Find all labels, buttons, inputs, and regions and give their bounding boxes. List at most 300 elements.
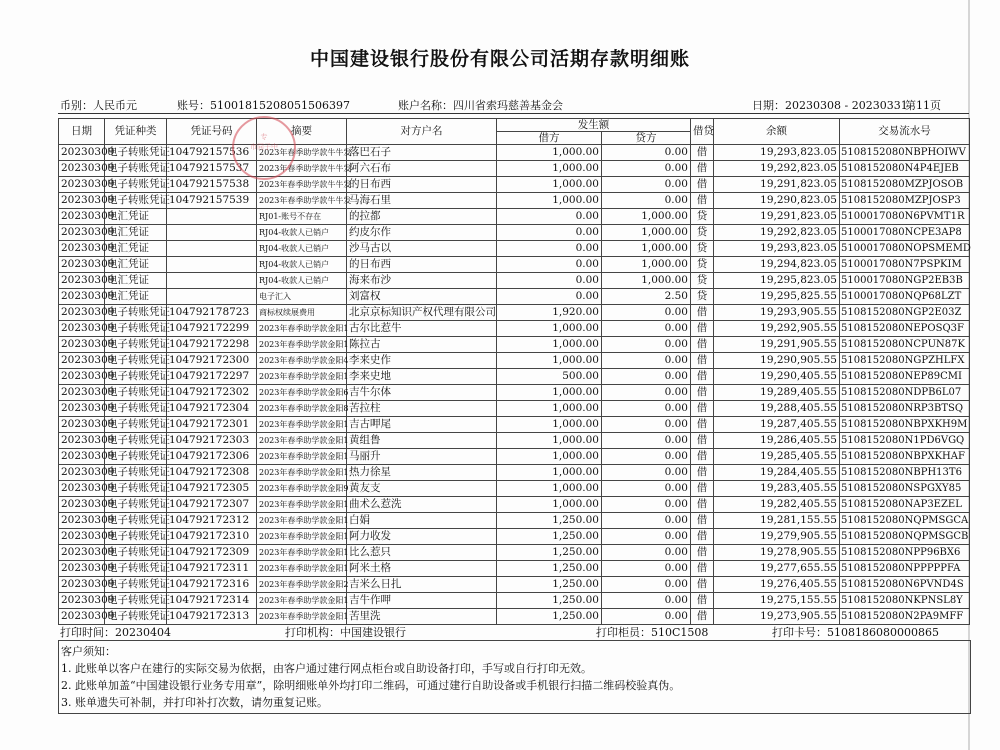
cell-dc: 借 <box>691 161 714 177</box>
cell-debit: 1,250.00 <box>497 513 602 529</box>
col-credit: 贷方 <box>602 132 691 145</box>
stamp-text-2: 市同子中 <box>250 143 278 151</box>
account-name-value: 四川省索玛慈善基金会 <box>453 99 563 112</box>
cell-date: 20230309 <box>59 257 105 273</box>
cell-memo: 2023年春季助学款金阳9 <box>257 481 347 497</box>
cell-voucher-no: 104792172304 <box>167 401 257 417</box>
cell-balance: 19,275,155.55 <box>714 593 840 609</box>
cell-flow-no: 5108152080NRP3BTSQ <box>840 401 970 417</box>
cell-voucher-type: 电子转账凭证 <box>105 593 167 609</box>
table-row <box>59 209 970 225</box>
cell-flow-no: 5100017080NCPE3AP8 <box>840 225 970 241</box>
cell-credit: 0.00 <box>602 593 691 609</box>
cell-flow-no: 5100017080NGP2EB3B <box>840 273 970 289</box>
cell-counterparty: 海来布沙 <box>347 273 497 289</box>
cell-debit: 1,000.00 <box>497 353 602 369</box>
cell-voucher-type: 电子转账凭证 <box>105 497 167 513</box>
cell-balance: 19,277,655.55 <box>714 561 840 577</box>
cell-memo: 2023年春季助学款金阳1 <box>257 593 347 609</box>
table-row <box>59 417 970 433</box>
cell-memo: RJ04-收款人已销户 <box>257 241 347 257</box>
cell-balance: 19,295,825.55 <box>714 289 840 305</box>
cell-balance: 19,279,905.55 <box>714 529 840 545</box>
cell-counterparty: 古尔比惹牛 <box>347 321 497 337</box>
cell-dc: 借 <box>691 577 714 593</box>
cell-voucher-no: 104792172314 <box>167 593 257 609</box>
cell-credit: 0.00 <box>602 193 691 209</box>
cell-counterparty: 马丽升 <box>347 449 497 465</box>
cell-flow-no: 5100017080N6PVMT1R <box>840 209 970 225</box>
cell-date: 20230309 <box>59 225 105 241</box>
cell-voucher-no <box>167 209 257 225</box>
col-counterparty: 对方户名 <box>347 119 497 145</box>
cell-dc: 贷 <box>691 209 714 225</box>
cell-dc: 借 <box>691 401 714 417</box>
currency-info <box>60 97 137 113</box>
header-separator <box>58 113 969 114</box>
cell-balance: 19,273,905.55 <box>714 609 840 625</box>
cell-voucher-no <box>167 257 257 273</box>
cell-date: 20230309 <box>59 177 105 193</box>
cell-credit: 0.00 <box>602 337 691 353</box>
cell-voucher-no: 104792157536 <box>167 145 257 161</box>
cell-balance: 19,289,405.55 <box>714 385 840 401</box>
cell-dc: 贷 <box>691 273 714 289</box>
cell-counterparty: 李来史地 <box>347 369 497 385</box>
transaction-table <box>58 118 970 625</box>
cell-credit: 0.00 <box>602 481 691 497</box>
cell-debit: 1,250.00 <box>497 545 602 561</box>
cell-flow-no: 5108152080NBPXKHAF <box>840 449 970 465</box>
cell-balance: 19,278,905.55 <box>714 545 840 561</box>
cell-memo: RJ04-收款人已销户 <box>257 273 347 289</box>
cell-voucher-type: 电子转账凭证 <box>105 337 167 353</box>
cell-date: 20230309 <box>59 465 105 481</box>
cell-date: 20230309 <box>59 401 105 417</box>
cell-debit: 0.00 <box>497 241 602 257</box>
date-range-label: 日期： <box>752 99 785 112</box>
cell-counterparty: 阿力收发 <box>347 529 497 545</box>
cell-memo: 2023年春季助学款金阳6 <box>257 385 347 401</box>
cell-voucher-no: 104792172312 <box>167 513 257 529</box>
cell-dc: 借 <box>691 177 714 193</box>
cell-flow-no: 5108152080NPP96BX6 <box>840 545 970 561</box>
cell-debit: 0.00 <box>497 225 602 241</box>
cell-date: 20230309 <box>59 593 105 609</box>
cell-flow-no: 5108152080NCPUN87K <box>840 337 970 353</box>
stamp-text-1: 专 <box>260 133 268 141</box>
cell-voucher-type: 电子转账凭证 <box>105 145 167 161</box>
cell-credit: 0.00 <box>602 369 691 385</box>
cell-voucher-type: 电子转账凭证 <box>105 401 167 417</box>
cell-credit: 1,000.00 <box>602 225 691 241</box>
cell-flow-no: 5108152080NQPMSGCB <box>840 529 970 545</box>
cell-voucher-type: 电子转账凭证 <box>105 513 167 529</box>
cell-memo: 2023年春季助学款金阳1 <box>257 561 347 577</box>
table-row <box>59 337 970 353</box>
cell-credit: 0.00 <box>602 305 691 321</box>
cell-date: 20230309 <box>59 161 105 177</box>
cell-memo: 2023年春季助学款金阳1 <box>257 433 347 449</box>
account-name-info <box>398 97 563 113</box>
cell-voucher-type: 电子转账凭证 <box>105 577 167 593</box>
notice-heading: 客户须知： <box>61 645 116 658</box>
col-dc: 借贷 <box>691 119 714 145</box>
cell-credit: 2.50 <box>602 289 691 305</box>
cell-voucher-type: 电子转账凭证 <box>105 369 167 385</box>
cell-voucher-no: 104792178723 <box>167 305 257 321</box>
cell-voucher-type: 电子转账凭证 <box>105 417 167 433</box>
cell-memo: 2023年春季助学款金阳1 <box>257 465 347 481</box>
cell-memo: 2023年春季助学款牛牛发 <box>257 145 347 161</box>
cell-counterparty: 李来史作 <box>347 353 497 369</box>
col-voucher-type: 凭证种类 <box>105 119 167 145</box>
cell-debit: 1,250.00 <box>497 577 602 593</box>
table-row <box>59 225 970 241</box>
cell-memo: 2023年春季助学款金阳1 <box>257 529 347 545</box>
table-row <box>59 241 970 257</box>
cell-dc: 借 <box>691 369 714 385</box>
cell-balance: 19,290,405.55 <box>714 369 840 385</box>
cell-voucher-type: 电子转账凭证 <box>105 561 167 577</box>
cell-flow-no: 5108152080NEP89CMI <box>840 369 970 385</box>
cell-voucher-no: 104792172306 <box>167 449 257 465</box>
cell-credit: 1,000.00 <box>602 209 691 225</box>
cell-memo: 2023年春季助学款金阳1 <box>257 609 347 625</box>
cell-flow-no: 5108152080NEPOSQ3F <box>840 321 970 337</box>
cell-debit: 1,000.00 <box>497 337 602 353</box>
cell-credit: 1,000.00 <box>602 241 691 257</box>
cell-balance: 19,292,823.05 <box>714 225 840 241</box>
table-row <box>59 305 970 321</box>
cell-credit: 0.00 <box>602 417 691 433</box>
cell-date: 20230309 <box>59 273 105 289</box>
notice-item-2: 2. 此账单加盖“中国建设银行业务专用章”，除明细账单外均打印二维码，可通过建行自助设备或手机银行扫描二维码校验真伪。 <box>61 679 681 692</box>
cell-dc: 借 <box>691 353 714 369</box>
cell-counterparty: 陈拉古 <box>347 337 497 353</box>
cell-flow-no: 5108152080MZPJOSP3 <box>840 193 970 209</box>
cell-dc: 借 <box>691 449 714 465</box>
cell-voucher-no: 104792172313 <box>167 609 257 625</box>
cell-dc: 借 <box>691 385 714 401</box>
cell-debit: 1,250.00 <box>497 529 602 545</box>
cell-counterparty: 吉米么日扎 <box>347 577 497 593</box>
table-row <box>59 289 970 305</box>
cell-date: 20230309 <box>59 369 105 385</box>
cell-credit: 0.00 <box>602 513 691 529</box>
cell-voucher-no: 104792172297 <box>167 369 257 385</box>
cell-date: 20230309 <box>59 385 105 401</box>
cell-voucher-type: 电汇凭证 <box>105 241 167 257</box>
cell-date: 20230309 <box>59 545 105 561</box>
cell-voucher-type: 电子转账凭证 <box>105 545 167 561</box>
cell-debit: 0.00 <box>497 209 602 225</box>
table-row <box>59 369 970 385</box>
cell-voucher-no <box>167 241 257 257</box>
cell-memo: 2023年春季助学款金阳1 <box>257 545 347 561</box>
cell-memo: 2023年春季助学款金阳1 <box>257 321 347 337</box>
cell-balance: 19,290,905.55 <box>714 353 840 369</box>
table-row <box>59 609 970 625</box>
cell-memo: 2023年春季助学款金阳1 <box>257 417 347 433</box>
cell-voucher-no <box>167 225 257 241</box>
print-org-info <box>285 624 406 640</box>
page-title: 中国建设银行股份有限公司活期存款明细账 <box>309 48 690 70</box>
cell-balance: 19,294,823.05 <box>714 257 840 273</box>
cell-memo: 2023年春季助学款牛牛发 <box>257 193 347 209</box>
cell-balance: 19,285,405.55 <box>714 449 840 465</box>
cell-dc: 贷 <box>691 225 714 241</box>
cell-credit: 0.00 <box>602 577 691 593</box>
cell-credit: 1,000.00 <box>602 257 691 273</box>
col-date: 日期 <box>59 119 105 145</box>
cell-voucher-no: 104792157538 <box>167 177 257 193</box>
cell-flow-no: 5108152080NDPB6L07 <box>840 385 970 401</box>
print-time-info <box>60 624 171 640</box>
cell-memo: RJ04-收款人已销户 <box>257 257 347 273</box>
cell-dc: 借 <box>691 337 714 353</box>
cell-counterparty: 黄友支 <box>347 481 497 497</box>
cell-balance: 19,276,405.55 <box>714 577 840 593</box>
customer-notice <box>58 640 971 714</box>
cell-date: 20230309 <box>59 529 105 545</box>
cell-dc: 借 <box>691 145 714 161</box>
cell-debit: 1,920.00 <box>497 305 602 321</box>
cell-dc: 借 <box>691 481 714 497</box>
cell-voucher-no: 104792172310 <box>167 529 257 545</box>
transaction-rows <box>59 145 970 625</box>
cell-voucher-type: 电汇凭证 <box>105 225 167 241</box>
cell-balance: 19,292,823.05 <box>714 161 840 177</box>
cell-memo: 电子汇入 <box>257 289 347 305</box>
cell-counterparty: 吉牛作呷 <box>347 593 497 609</box>
cell-debit: 1,000.00 <box>497 177 602 193</box>
cell-memo: 2023年春季助学款金阳4 <box>257 353 347 369</box>
cell-voucher-no: 104792172307 <box>167 497 257 513</box>
cell-voucher-no: 104792172316 <box>167 577 257 593</box>
cell-voucher-type: 电汇凭证 <box>105 257 167 273</box>
cell-debit: 1,000.00 <box>497 161 602 177</box>
table-row <box>59 593 970 609</box>
cell-credit: 0.00 <box>602 433 691 449</box>
cell-counterparty: 热力徐星 <box>347 465 497 481</box>
cell-credit: 0.00 <box>602 145 691 161</box>
cell-debit: 1,000.00 <box>497 417 602 433</box>
print-card-label: 打印卡号： <box>772 626 827 639</box>
table-row <box>59 577 970 593</box>
cell-voucher-no: 104792157539 <box>167 193 257 209</box>
cell-flow-no: 5108152080NBPXKH9M <box>840 417 970 433</box>
cell-counterparty: 阿米土格 <box>347 561 497 577</box>
table-row <box>59 273 970 289</box>
table-row <box>59 545 970 561</box>
cell-balance: 19,287,405.55 <box>714 417 840 433</box>
cell-counterparty: 的日布西 <box>347 177 497 193</box>
col-debit: 借方 <box>497 132 602 145</box>
table-row <box>59 529 970 545</box>
cell-flow-no: 5100017080NOPSMEMD <box>840 241 970 257</box>
cell-credit: 0.00 <box>602 497 691 513</box>
table-row <box>59 561 970 577</box>
cell-dc: 贷 <box>691 241 714 257</box>
cell-debit: 1,250.00 <box>497 609 602 625</box>
cell-voucher-no: 104792172299 <box>167 321 257 337</box>
cell-date: 20230309 <box>59 481 105 497</box>
cell-memo: 2023年春季助学款金阳1 <box>257 369 347 385</box>
cell-voucher-no: 104792172300 <box>167 353 257 369</box>
cell-memo: 2023年春季助学款金阳2 <box>257 577 347 593</box>
cell-debit: 1,000.00 <box>497 193 602 209</box>
cell-dc: 借 <box>691 561 714 577</box>
cell-dc: 借 <box>691 433 714 449</box>
notice-item-1: 1. 此账单以客户在建行的实际交易为依据，由客户通过建行网点柜台或自助设备打印，手写或自行打印无效。 <box>61 662 592 675</box>
cell-flow-no: 5108152080NBPH13T6 <box>840 465 970 481</box>
cell-voucher-type: 电子转账凭证 <box>105 433 167 449</box>
print-org-value: 中国建设银行 <box>340 626 406 639</box>
cell-date: 20230309 <box>59 513 105 529</box>
cell-counterparty: 吉古呷尾 <box>347 417 497 433</box>
cell-voucher-type: 电子转账凭证 <box>105 321 167 337</box>
print-card-value: 5108186080000865 <box>827 626 939 639</box>
cell-credit: 0.00 <box>602 321 691 337</box>
cell-dc: 借 <box>691 417 714 433</box>
cell-flow-no: 5108152080N4P4EJEB <box>840 161 970 177</box>
cell-counterparty: 刘富权 <box>347 289 497 305</box>
cell-dc: 贷 <box>691 289 714 305</box>
cell-memo: 商标权续展费用 <box>257 305 347 321</box>
cell-balance: 19,282,405.55 <box>714 497 840 513</box>
cell-credit: 0.00 <box>602 609 691 625</box>
cell-balance: 19,283,405.55 <box>714 481 840 497</box>
table-row <box>59 385 970 401</box>
cell-voucher-type: 电子转账凭证 <box>105 385 167 401</box>
cell-counterparty: 吉牛尔体 <box>347 385 497 401</box>
cell-flow-no: 5108152080N6PVND4S <box>840 577 970 593</box>
table-row <box>59 481 970 497</box>
cell-voucher-type: 电子转账凭证 <box>105 529 167 545</box>
table-row <box>59 177 970 193</box>
cell-debit: 0.00 <box>497 257 602 273</box>
cell-flow-no: 5108152080N2PA9MFF <box>840 609 970 625</box>
cell-debit: 1,000.00 <box>497 385 602 401</box>
cell-credit: 0.00 <box>602 449 691 465</box>
cell-memo: 2023年春季助学款牛牛发 <box>257 177 347 193</box>
cell-date: 20230309 <box>59 561 105 577</box>
cell-voucher-no: 104792172305 <box>167 481 257 497</box>
table-row <box>59 145 970 161</box>
cell-date: 20230309 <box>59 609 105 625</box>
cell-counterparty: 曲术么惹洗 <box>347 497 497 513</box>
cell-debit: 1,250.00 <box>497 561 602 577</box>
cell-dc: 借 <box>691 321 714 337</box>
col-memo: 摘要 <box>257 119 347 145</box>
cell-voucher-no: 104792172308 <box>167 465 257 481</box>
cell-credit: 0.00 <box>602 385 691 401</box>
cell-memo: 2023年春季助学款金阳8 <box>257 401 347 417</box>
table-row <box>59 401 970 417</box>
cell-date: 20230309 <box>59 433 105 449</box>
cell-balance: 19,288,405.55 <box>714 401 840 417</box>
cell-debit: 500.00 <box>497 369 602 385</box>
cell-voucher-type: 电子转账凭证 <box>105 193 167 209</box>
cell-memo: 2023年春季助学款金阳1 <box>257 513 347 529</box>
currency-value: 人民币元 <box>93 99 137 112</box>
cell-counterparty: 白娟 <box>347 513 497 529</box>
cell-flow-no: 5108152080NPPPPPFA <box>840 561 970 577</box>
cell-voucher-type: 电子转账凭证 <box>105 465 167 481</box>
cell-voucher-no: 104792172302 <box>167 385 257 401</box>
cell-date: 20230309 <box>59 321 105 337</box>
cell-voucher-type: 电子转账凭证 <box>105 305 167 321</box>
cell-flow-no: 5100017080NQP68LZT <box>840 289 970 305</box>
cell-balance: 19,292,905.55 <box>714 321 840 337</box>
print-time-label: 打印时间： <box>60 626 115 639</box>
col-flow-no: 交易流水号 <box>840 119 970 145</box>
cell-voucher-no: 104792172309 <box>167 545 257 561</box>
table-row <box>59 193 970 209</box>
cell-voucher-no: 104792172301 <box>167 417 257 433</box>
cell-voucher-type: 电汇凭证 <box>105 273 167 289</box>
cell-date: 20230309 <box>59 193 105 209</box>
date-range-info <box>752 97 908 113</box>
cell-credit: 0.00 <box>602 561 691 577</box>
cell-dc: 借 <box>691 497 714 513</box>
cell-balance: 19,295,823.05 <box>714 273 840 289</box>
cell-debit: 1,000.00 <box>497 449 602 465</box>
cell-dc: 借 <box>691 593 714 609</box>
cell-date: 20230309 <box>59 241 105 257</box>
cell-voucher-type: 电汇凭证 <box>105 289 167 305</box>
cell-debit: 0.00 <box>497 273 602 289</box>
cell-flow-no: 5108152080NGPZHLFX <box>840 353 970 369</box>
cell-date: 20230309 <box>59 145 105 161</box>
cell-debit: 0.00 <box>497 289 602 305</box>
cell-flow-no: 5108152080NAP3EZEL <box>840 497 970 513</box>
cell-dc: 借 <box>691 609 714 625</box>
cell-voucher-type: 电子转账凭证 <box>105 177 167 193</box>
cell-balance: 19,291,905.55 <box>714 337 840 353</box>
cell-date: 20230309 <box>59 305 105 321</box>
cell-counterparty: 黄组鲁 <box>347 433 497 449</box>
cell-date: 20230309 <box>59 497 105 513</box>
cell-counterparty: 比么惹只 <box>347 545 497 561</box>
cell-counterparty: 沙马古以 <box>347 241 497 257</box>
cell-voucher-no: 104792172311 <box>167 561 257 577</box>
cell-voucher-no <box>167 289 257 305</box>
account-number-info <box>177 97 350 113</box>
table-row <box>59 161 970 177</box>
cell-balance: 19,293,823.05 <box>714 241 840 257</box>
cell-flow-no: 5108152080NKPNSL8Y <box>840 593 970 609</box>
cell-balance: 19,281,155.55 <box>714 513 840 529</box>
cell-dc: 借 <box>691 545 714 561</box>
cell-debit: 1,000.00 <box>497 401 602 417</box>
bank-seal-stamp <box>232 116 296 180</box>
cell-balance: 19,290,823.05 <box>714 193 840 209</box>
cell-debit: 1,000.00 <box>497 481 602 497</box>
table-row <box>59 257 970 273</box>
print-card-info <box>772 624 939 640</box>
cell-voucher-type: 电汇凭证 <box>105 209 167 225</box>
page-number: 第11页 <box>905 99 941 112</box>
cell-voucher-no <box>167 273 257 289</box>
print-counter-info <box>596 624 708 640</box>
table-row <box>59 497 970 513</box>
cell-flow-no: 5108152080NGP2E03Z <box>840 305 970 321</box>
cell-credit: 1,000.00 <box>602 273 691 289</box>
cell-debit: 1,000.00 <box>497 145 602 161</box>
cell-counterparty: 的日布西 <box>347 257 497 273</box>
